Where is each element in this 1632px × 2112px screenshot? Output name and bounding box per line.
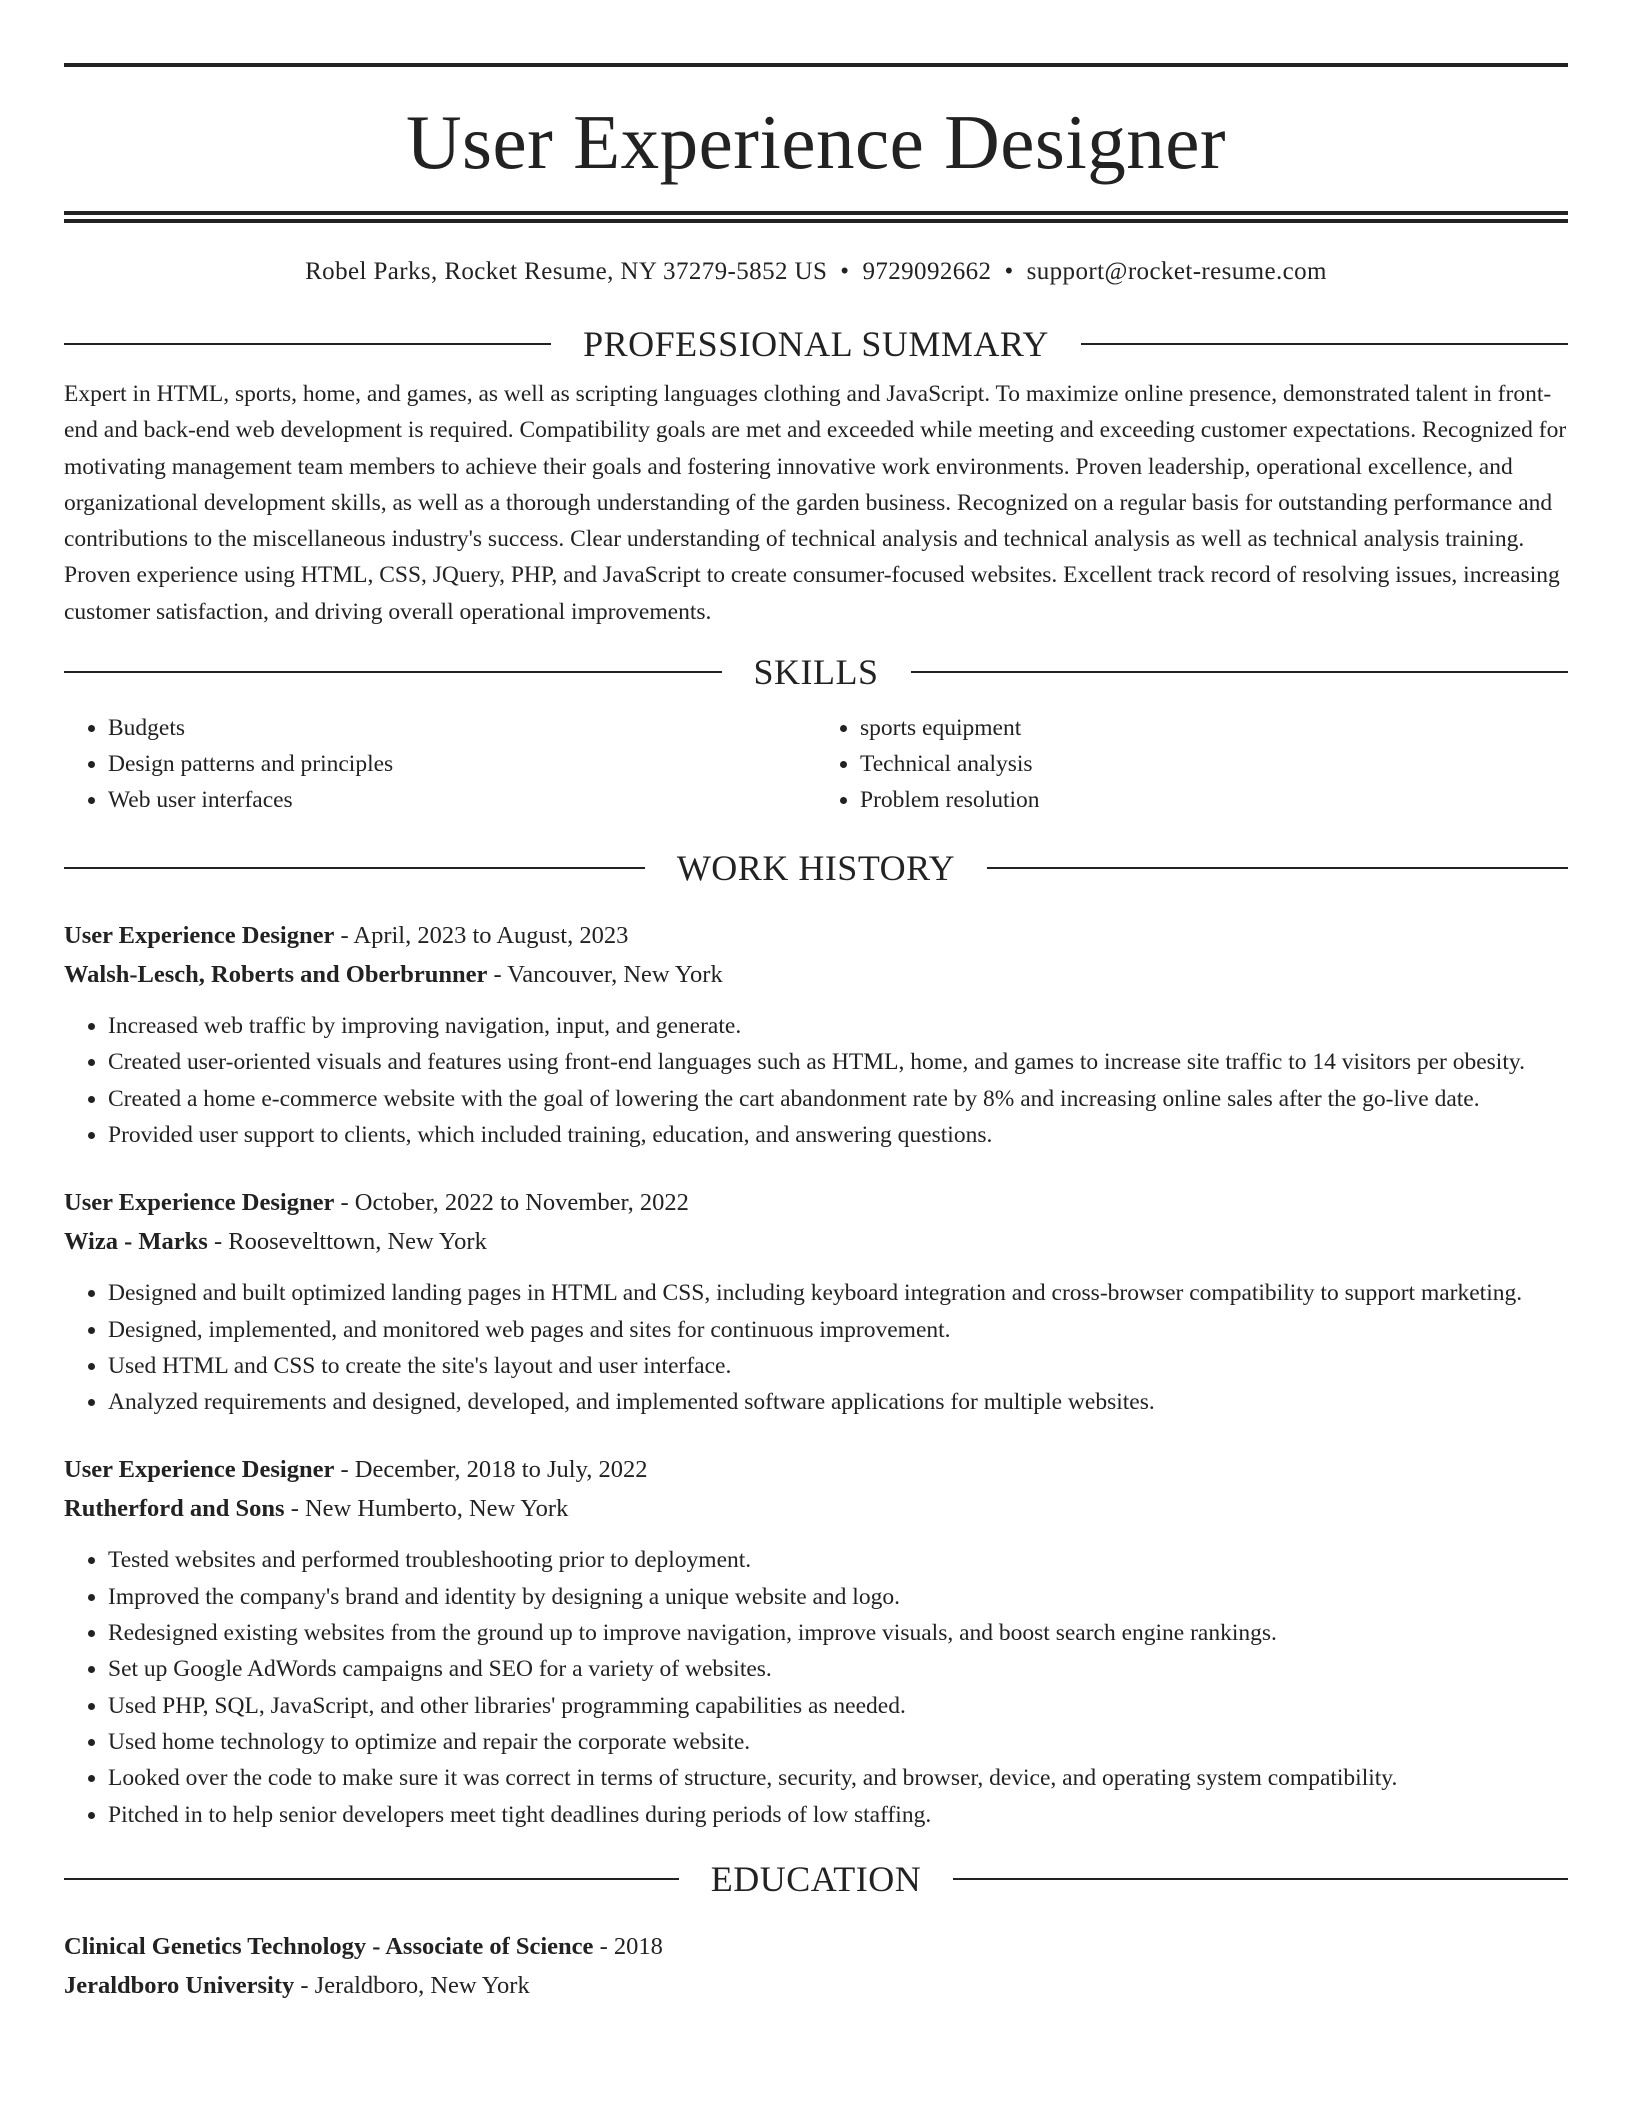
job-entry [64,1183,1568,1420]
job-company: Walsh-Lesch, Roberts and Oberbrunner [64,961,488,989]
job-title-line [64,1450,1568,1489]
contact-email[interactable]: support@rocket-resume.com [1026,258,1327,285]
contact-line [64,258,1568,286]
education-degree-line [64,1927,1568,1966]
job-company: Rutherford and Sons [64,1495,285,1523]
divider-line [64,867,645,869]
divider-line [987,867,1568,869]
job-bullet: • Redesigned existing websites from the ground up to improve navigation, improve visuals, and boost search engine rankings. [108,1615,1568,1651]
education-school-line [64,1966,1568,2005]
divider-line [64,1878,679,1880]
job-dates: - October, 2022 to November, 2022 [334,1189,689,1217]
section-header-work [64,848,1568,888]
summary-text: Expert in HTML, sports, home, and games, as well as scripting languages clothing and JavaScript. To maximize online presence, demonstrated talent in front-end and back-end web development is required. Compatibility goals are met and exceeded while meeting and exceeding customer expectations. Recognized for motivating management team members to achieve their goals and fostering innovative work environments. Proven leadership, operational excellence, and organizational development skills, as well as a thorough understanding of the garden business. Recognized on a regular basis for outstanding performance and contributions to the miscellaneous industry's success. Clear understanding of technical analysis and technical analysis as well as technical analysis training. Proven experience using HTML, CSS, JQuery, PHP, and JavaScript to create consumer-focused websites. Excellent track record of resolving issues, increasing customer satisfaction, and driving overall operational improvements. [64,381,1567,625]
resume-title: User Experience Designer [405,99,1227,185]
skill-item: • Web user interfaces [108,782,816,818]
contact-address: Robel Parks, Rocket Resume, NY 37279-5852 US [305,258,828,285]
job-bullets [64,1542,1568,1832]
contact-separator: • [840,258,850,285]
job-company: Wiza - Marks [64,1228,208,1256]
job-title-line [64,1183,1568,1222]
job-bullet: • Created user-oriented visuals and features using front-end languages such as HTML, home, and games to increase site traffic to 14 visitors per obesity. [108,1044,1568,1080]
divider-line [953,1878,1568,1880]
job-company-line [64,1489,1568,1528]
job-bullet: • Used HTML and CSS to create the site's layout and user interface. [108,1348,1568,1384]
section-title-summary: PROFESSIONAL SUMMARY [583,324,1049,364]
job-bullet: • Used PHP, SQL, JavaScript, and other libraries' programming capabilities as needed. [108,1688,1568,1724]
skill-item: • sports equipment [860,710,1568,746]
job-entry [64,916,1568,1153]
job-bullet: • Used home technology to optimize and repair the corporate website. [108,1724,1568,1760]
divider-line [64,671,722,673]
contact-separator: • [1004,258,1014,285]
job-bullets [64,1275,1568,1420]
job-title: User Experience Designer [64,1456,335,1484]
skills-column-right [816,710,1568,818]
education-degree: Clinical Genetics Technology - Associate of Science [64,1932,594,1960]
education-location: - Jeraldboro, New York [294,1971,530,1999]
job-title: User Experience Designer [64,1189,335,1217]
job-bullet: • Improved the company's brand and identity by designing a unique website and logo. [108,1579,1568,1615]
job-location: - Roosevelttown, New York [207,1228,487,1256]
education-entry [64,1927,1568,2005]
job-title-line [64,916,1568,955]
skill-item: • Problem resolution [860,782,1568,818]
job-bullet: • Pitched in to help senior developers meet tight deadlines during periods of low staffing. [108,1797,1568,1833]
job-location: - Vancouver, New York [487,961,723,989]
divider-line [911,671,1569,673]
section-header-summary [64,324,1568,364]
job-bullet: • Designed and built optimized landing pages in HTML and CSS, including keyboard integration and cross-browser compatibility to support marketing. [108,1275,1568,1311]
skills-grid [64,710,1568,818]
job-dates: - April, 2023 to August, 2023 [334,922,629,950]
job-bullet: • Set up Google AdWords campaigns and SEO for a variety of websites. [108,1651,1568,1687]
job-bullet: • Provided user support to clients, which included training, education, and answering questions. [108,1117,1568,1153]
job-location: - New Humberto, New York [284,1495,569,1523]
contact-phone[interactable]: 9729092662 [862,258,992,285]
job-bullet: • Looked over the code to make sure it was correct in terms of structure, security, and browser, device, and operating system compatibility. [108,1760,1568,1796]
job-dates: - December, 2018 to July, 2022 [334,1456,648,1484]
job-bullet: • Increased web traffic by improving navigation, input, and generate. [108,1008,1568,1044]
skill-item: • Design patterns and principles [108,746,816,782]
job-company-line [64,955,1568,994]
job-bullet: • Created a home e-commerce website with the goal of lowering the cart abandonment rate by 8% and increasing online sales after the go-live date. [108,1081,1568,1117]
skill-item: • Technical analysis [860,746,1568,782]
job-title: User Experience Designer [64,922,335,950]
skills-column-left [64,710,816,818]
job-bullets [64,1008,1568,1153]
divider-line [64,343,551,345]
top-rule [64,63,1568,67]
section-header-skills [64,652,1568,692]
job-company-line [64,1222,1568,1261]
job-bullet: • Tested websites and performed troubleshooting prior to deployment. [108,1542,1568,1578]
education-school: Jeraldboro University [64,1971,295,1999]
job-bullet: • Designed, implemented, and monitored web pages and sites for continuous improvement. [108,1312,1568,1348]
divider-line [1081,343,1568,345]
skill-item: • Budgets [108,710,816,746]
work-history-list [64,916,1568,1833]
job-bullet: • Analyzed requirements and designed, developed, and implemented software applications for multiple websites. [108,1384,1568,1420]
section-title-education: EDUCATION [710,1858,922,1899]
title-double-rule [64,211,1568,223]
section-title-skills: SKILLS [753,652,879,693]
education-year: - 2018 [593,1932,663,1960]
job-entry [64,1450,1568,1832]
section-header-education [64,1859,1568,1899]
section-title-work: WORK HISTORY [676,848,956,889]
